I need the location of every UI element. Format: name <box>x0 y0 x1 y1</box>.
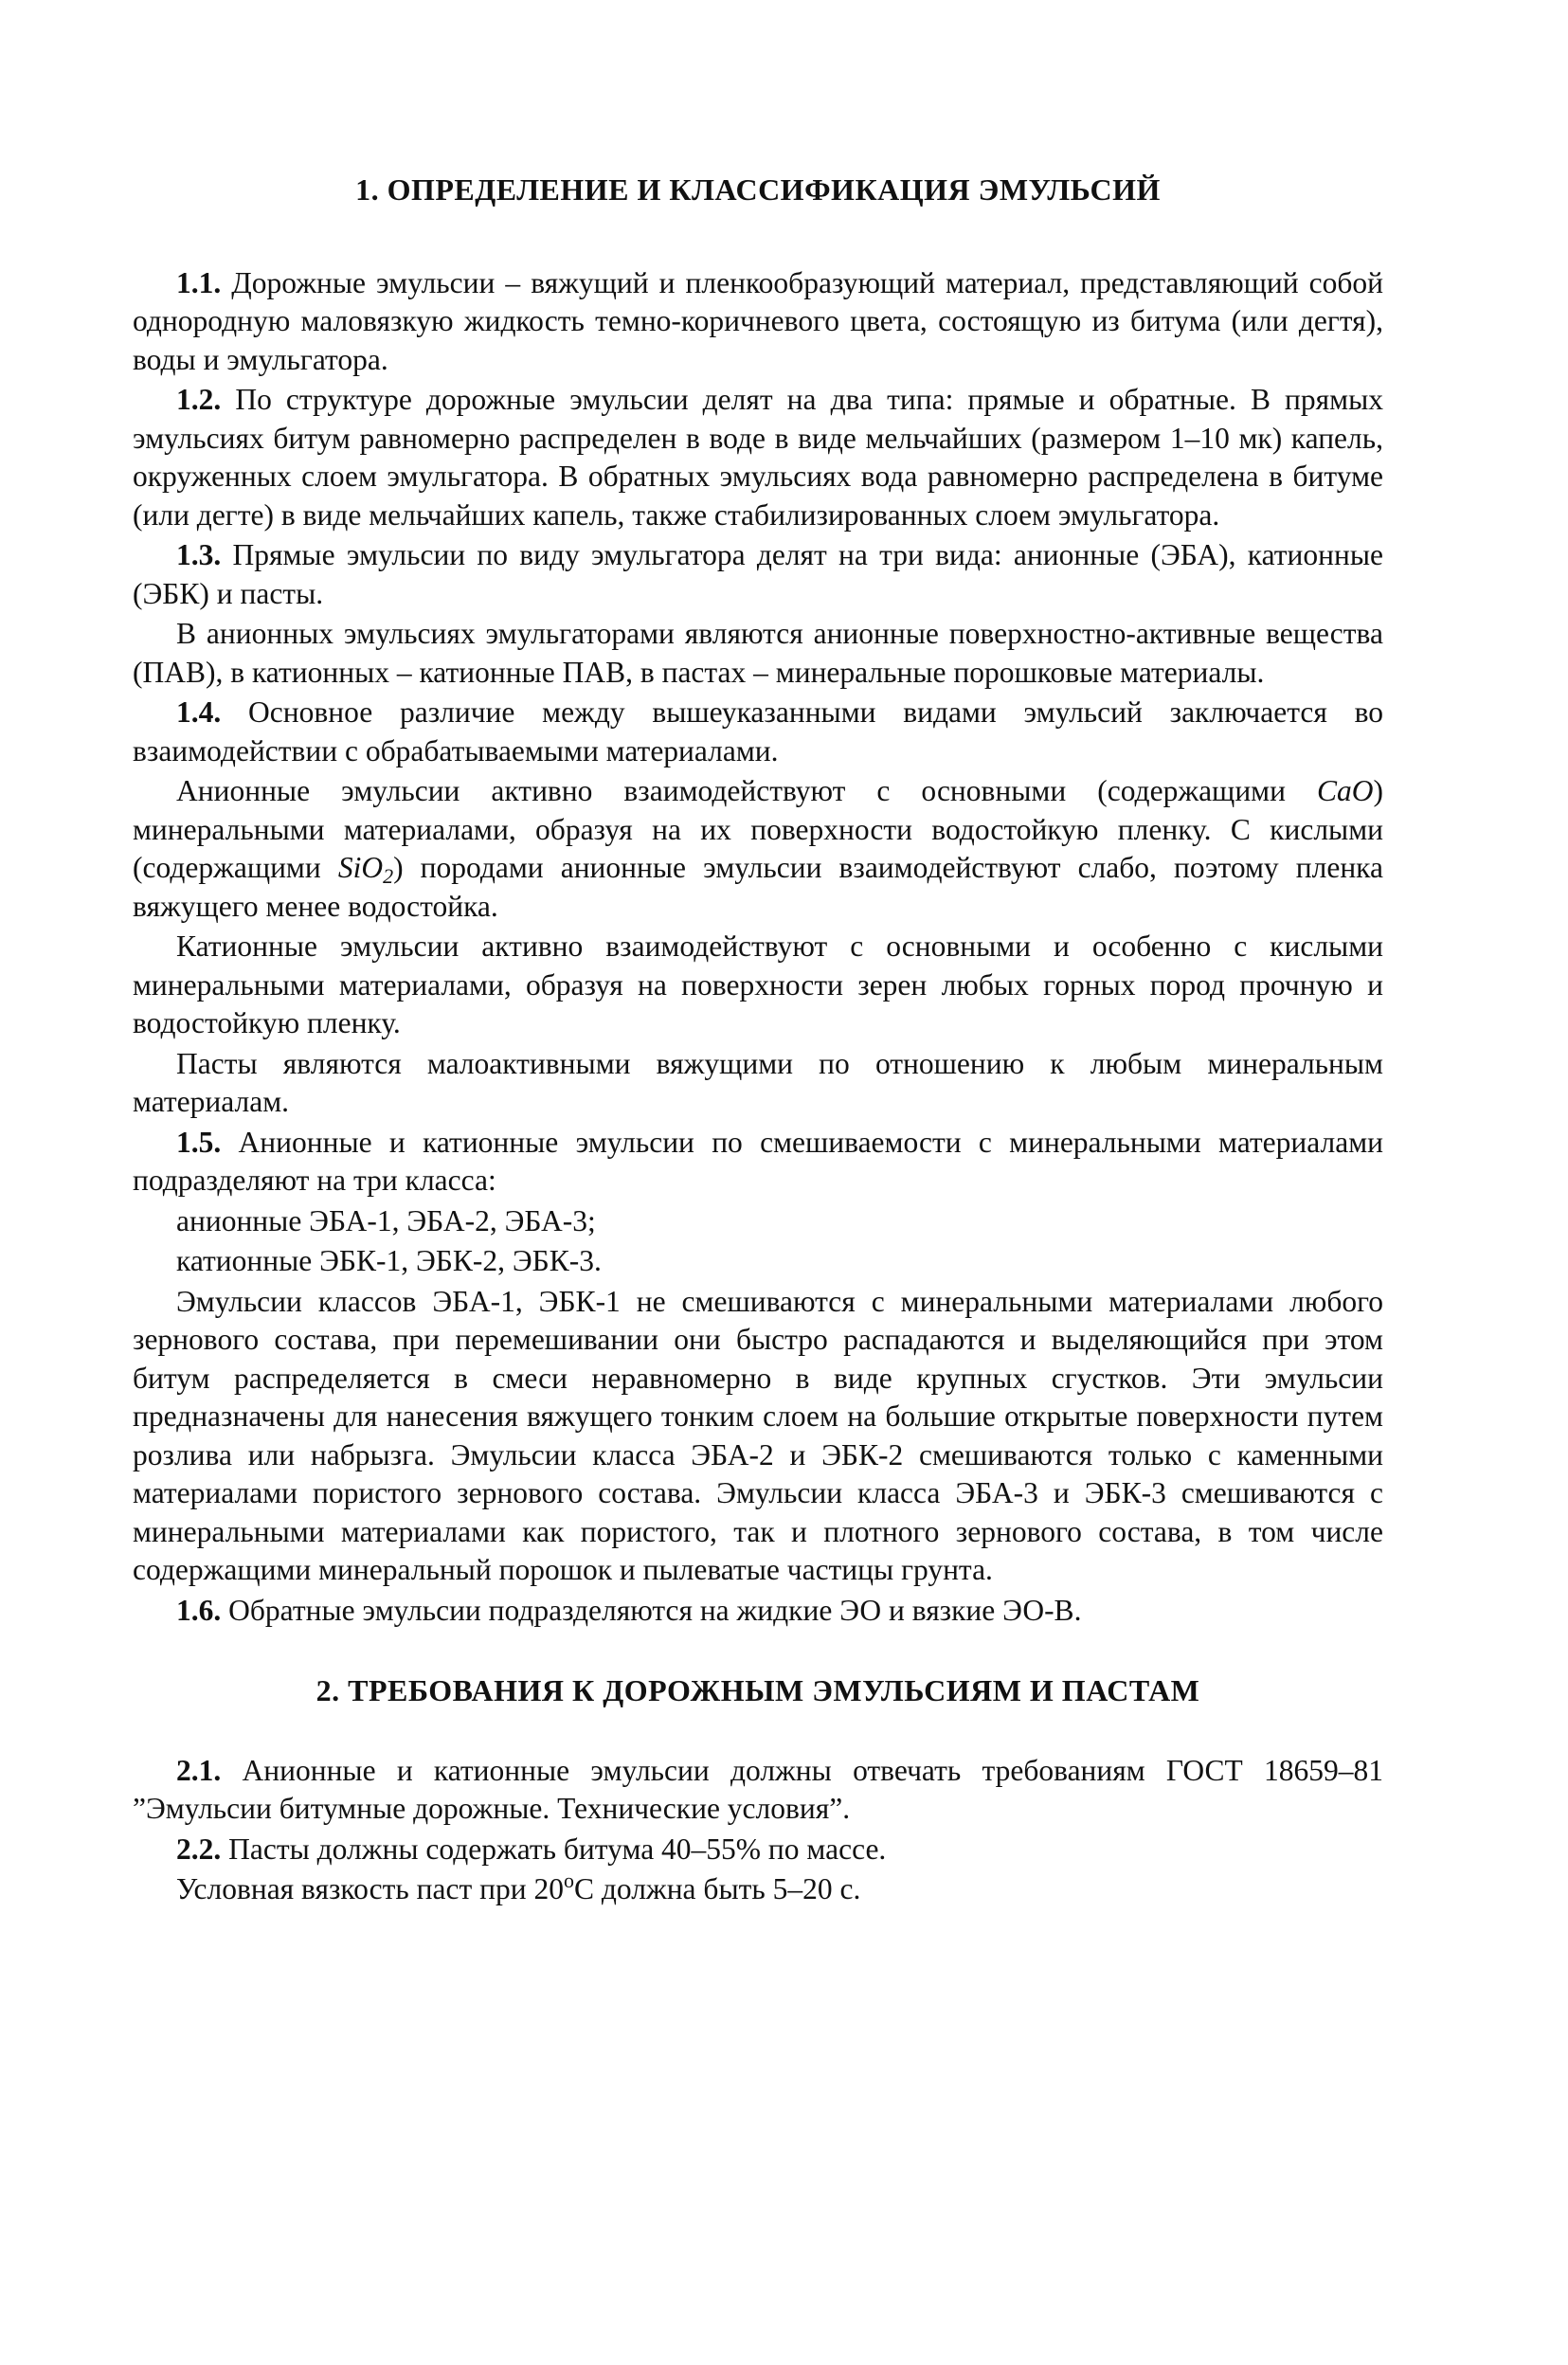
paragraph-anionic-interaction <box>133 772 1383 926</box>
formula-cao: CaO <box>1316 774 1374 807</box>
paragraph-1-4 <box>133 694 1383 770</box>
paragraph-2-2 <box>133 1831 1383 1869</box>
clause-number: 2.2. <box>176 1832 222 1866</box>
paragraph-text: Анионные и катионные эмульсии должны отвечать требованиям ГОСТ 18659–81 ”Эмульсии битумные дорожные. Технические условия”. <box>133 1753 1383 1825</box>
clause-number: 1.3. <box>176 538 222 571</box>
degree-sign: o <box>563 1869 574 1892</box>
text-fragment: Анионные эмульсии активно взаимодействуют с основными (содержащими <box>176 774 1317 807</box>
paragraph-text: По структуре дорожные эмульсии делят на два типа: прямые и обратные. В прямых эмульсиях битум равномерно распределен в воде в виде мельчайших (размером 1–10 мк) капель, окруженных слоем эмульгатора. В обратных эмульсиях вода равномерно распределена в битуме (или дегте) в виде мельчайших капель, также стабилизированных слоем эмульгатора. <box>133 383 1384 532</box>
clause-number: 1.6. <box>176 1593 222 1627</box>
text-fragment: ) минеральными материалами, образуя на их поверхности водостойкую пленку. С кислыми (содержащими <box>133 774 1383 884</box>
text-fragment: С должна быть 5–20 с. <box>573 1872 861 1905</box>
paragraph-text: Прямые эмульсии по виду эмульгатора делят на три вида: анионные (ЭБА), катионные (ЭБК) и пасты. <box>133 538 1384 610</box>
clause-number: 1.2. <box>176 383 222 416</box>
formula-subscript: 2 <box>383 864 394 888</box>
paragraph-1-5 <box>133 1124 1383 1201</box>
paragraph-1-3-continued: В анионных эмульсиях эмульгаторами являются анионные поверхностно-активные вещества (ПАВ), в катионных – катионные ПАВ, в пастах – минеральные порошковые материалы. <box>133 617 1383 689</box>
clause-number: 1.4. <box>176 695 222 729</box>
paragraph-viscosity <box>133 1870 1383 1909</box>
class-list-anionic: анионные ЭБА-1, ЭБА-2, ЭБА-3; <box>176 1203 596 1237</box>
paragraph-text: Пасты должны содержать битума 40–55% по массе. <box>228 1832 887 1866</box>
document-page <box>133 152 1383 1911</box>
paragraph-cationic-interaction: Катионные эмульсии активно взаимодействуют с основными и особенно с кислыми минеральными материалами, образуя на поверхности зерен любых горных пород прочную и водостойкую пленку. <box>133 930 1383 1039</box>
paragraph-class-mixing: Эмульсии классов ЭБА-1, ЭБК-1 не смешиваются с минеральными материалами любого зернового состава, при перемешивании они быстро распадаются и выделяющийся при этом битум распределяется в смеси неравномерно в виде крупных сгустков. Эти эмульсии предназначены для нанесения вяжущего тонким слоем на большие открытые поверхности путем розлива или набрызга. Эмульсии класса ЭБА-2 и ЭБК-2 смешиваются только с каменными материалами пористого зернового состава. Эмульсии класса ЭБА-3 и ЭБК-3 смешиваются с минеральными материалами как пористого, так и плотного зернового состава, в том числе содержащими минеральный порошок и пылеватые частицы грунта. <box>133 1284 1383 1586</box>
class-list-cationic: катионные ЭБК-1, ЭБК-2, ЭБК-3. <box>176 1244 602 1277</box>
paragraph-1-3 <box>133 536 1383 613</box>
clause-number: 1.5. <box>176 1125 222 1159</box>
paragraph-text: Обратные эмульсии подразделяются на жидкие ЭО и вязкие ЭО-В. <box>228 1593 1082 1627</box>
formula-sio2 <box>337 851 394 888</box>
section-2-heading: 2. ТРЕБОВАНИЯ К ДОРОЖНЫМ ЭМУЛЬСИЯМ И ПАСТАМ <box>315 1673 1200 1707</box>
paragraph-1-1 <box>133 264 1383 380</box>
paragraph-text: Дорожные эмульсии – вяжущий и пленкообразующий материал, представляющий собой однородную маловязкую жидкость темно-коричневого цвета, состоящую из битума (или дегтя), воды и эмульгатора. <box>133 265 1384 376</box>
paragraph-text: Анионные и катионные эмульсии по смешиваемости с минеральными материалами подразделяют на три класса: <box>133 1125 1383 1197</box>
clause-number: 2.1. <box>176 1753 222 1787</box>
paragraph-2-1 <box>133 1752 1383 1829</box>
clause-number: 1.1. <box>176 265 222 299</box>
section-1-heading: 1. ОПРЕДЕЛЕНИЕ И КЛАССИФИКАЦИЯ ЭМУЛЬСИЙ <box>355 172 1161 207</box>
text-fragment: ) породами анионные эмульсии взаимодействуют слабо, поэтому пленка вяжущего менее водостойка. <box>133 851 1383 923</box>
paragraph-1-6 <box>133 1592 1383 1631</box>
paragraph-pastes: Пасты являются малоактивными вяжущими по отношению к любым минеральным материалам. <box>133 1046 1383 1118</box>
paragraph-text: Основное различие между вышеуказанными видами эмульсий заключается во взаимодействии с обрабатываемыми материалами. <box>133 695 1383 767</box>
text-fragment: Условная вязкость паст при 20 <box>176 1872 564 1905</box>
formula-base: SiO <box>337 851 384 884</box>
paragraph-1-2 <box>133 381 1383 534</box>
